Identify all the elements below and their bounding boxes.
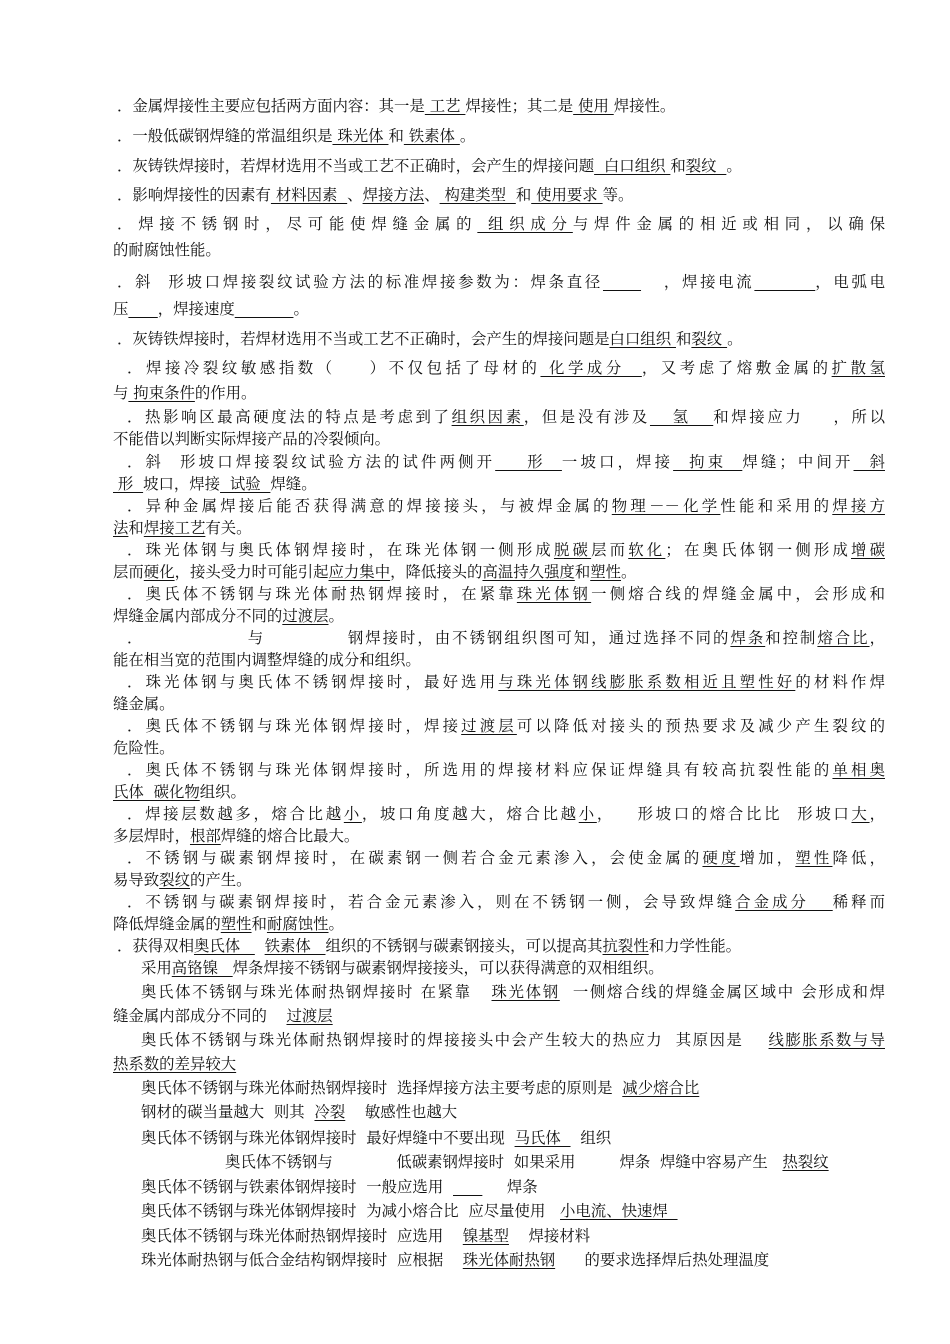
answer-blank: 物理－－化学: [611, 497, 721, 515]
question-text: 焊缝的熔合比最大。: [220, 827, 360, 845]
answer-blank: 铁素体: [264, 937, 326, 955]
answer-blank: 材料因素: [270, 186, 348, 204]
question-text: 奥氏体不锈钢与珠光体耐热钢焊接时 在紧靠: [141, 983, 492, 1001]
text-line: [113, 1054, 885, 1074]
question-text: 危险性。: [113, 739, 175, 757]
question-text: ，但是没有涉及: [523, 408, 650, 426]
question-text: 缝金属。: [113, 695, 175, 713]
question-text: ．奥氏体不锈钢与珠光体钢焊接时，所选用的焊接材料应保证焊缝具有较高抗裂性能的: [127, 761, 833, 779]
question-text: 。: [328, 915, 344, 933]
answer-blank: 白口组织: [609, 330, 676, 348]
question-text: 焊缝金属内部成分不同的: [113, 607, 283, 625]
question-text: 坡口，焊接: [143, 475, 221, 493]
question-text: 的作用。: [194, 384, 257, 402]
question-text: 压: [113, 300, 129, 318]
text-line: [141, 982, 885, 1002]
text-line: [113, 738, 885, 758]
question-text: 有关。: [205, 519, 252, 537]
answer-blank: 单相奥: [832, 761, 885, 779]
question-text: 一侧熔合线的焊缝金属中，会形成和: [591, 585, 885, 603]
question-text: 。: [621, 563, 637, 581]
answer-blank: 珠光体钢: [491, 983, 560, 1001]
text-line: [127, 584, 885, 604]
text-line: [141, 1226, 885, 1246]
question-text: 奥氏体不锈钢与 低碳素钢焊接时 如果采用 焊条 焊缝中容易产生: [225, 1153, 783, 1171]
text-line: [113, 914, 885, 934]
question-text: ．珠光体钢与奥氏体钢焊接时，在珠光体钢一侧形成: [127, 541, 554, 559]
answer-blank: 耐腐蚀性: [266, 915, 329, 933]
text-line: [117, 272, 885, 292]
question-text: ．斜 形坡口焊接裂纹试验方法的标准焊接参数为：焊条直径: [117, 273, 603, 291]
text-line: [141, 1177, 885, 1197]
question-text: 奥氏体不锈钢与珠光体耐热钢焊接时 应选用: [141, 1227, 463, 1245]
answer-blank: 熔合比: [817, 629, 870, 647]
question-text: ．灰铸铁焊接时，若焊材选用不当或工艺不正确时，会产生的焊接问题是: [117, 330, 610, 348]
question-text: ．一般低碳钢焊缝的常温组织是: [117, 127, 333, 145]
answer-blank: 高铬镍: [171, 959, 233, 977]
answer-blank: 马氏体: [514, 1129, 571, 1147]
text-line: [127, 540, 885, 560]
question-text: 一坡口，焊接: [561, 453, 674, 471]
text-line: [141, 1030, 885, 1050]
question-text: 的要求选择焊后热处理温度: [555, 1251, 770, 1269]
question-text: ，: [869, 805, 885, 823]
question-text: 奥氏体不锈钢与珠光体钢焊接时 最好焊缝中不要出现: [141, 1129, 515, 1147]
text-line: [127, 760, 885, 780]
answer-blank: 扩散氢: [831, 359, 885, 377]
answer-blank: 热系数的差异较大: [113, 1055, 237, 1073]
text-line: [127, 628, 885, 648]
text-line: [141, 1102, 885, 1122]
question-text: 。: [459, 127, 476, 145]
question-text: ，: [869, 629, 885, 647]
answer-blank: 硬化: [143, 563, 175, 581]
question-text: 不能借以判断实际焊接产品的冷裂倾向。: [113, 430, 391, 448]
question-text: 奥氏体不锈钢与铁素体钢焊接时 一般应选用: [141, 1178, 453, 1196]
question-text: 层而: [591, 541, 629, 559]
answer-blank: 根部: [189, 827, 221, 845]
question-text: 和: [574, 563, 591, 581]
answer-blank: 珠光体钢: [516, 585, 592, 603]
text-line: [113, 518, 885, 538]
question-text: 、: [347, 186, 363, 204]
text-line: [127, 672, 885, 692]
answer-blank: 硬度: [702, 849, 740, 867]
text-line: [127, 407, 885, 427]
question-text: 、: [424, 186, 440, 204]
answer-blank: [128, 300, 157, 318]
question-text: ．获得双相: [117, 937, 194, 955]
question-text: 焊条: [482, 1178, 538, 1196]
answer-blank: 形: [113, 475, 144, 493]
question-text: 和: [515, 186, 532, 204]
answer-blank: 脱碳: [553, 541, 592, 559]
text-line: [113, 1006, 885, 1026]
question-text: ，接头受力时可能引起: [174, 563, 329, 581]
question-text: 。: [293, 300, 309, 318]
answer-blank: 线膨胀系数与导: [768, 1031, 885, 1049]
answer-blank: 小: [343, 805, 362, 823]
question-text: 和控制: [765, 629, 818, 647]
question-text: 等。: [602, 186, 634, 204]
answer-blank: 奥氏体: [193, 937, 255, 955]
question-text: 缝金属内部成分不同的: [113, 1007, 287, 1025]
question-text: ．金属焊接性主要应包括两方面内容：其一是: [117, 97, 425, 115]
answer-blank: 合金成分: [735, 893, 833, 911]
question-text: 奥氏体不锈钢与珠光体钢焊接时 为减小熔合比 应尽量使用: [141, 1202, 561, 1220]
text-line: [113, 782, 885, 802]
question-text: 。: [328, 607, 344, 625]
answer-blank: 高温持久强度: [482, 563, 575, 581]
text-line: [141, 1128, 885, 1148]
question-text: 增加，: [739, 849, 796, 867]
question-text: 稀释而: [832, 893, 885, 911]
question-text: ．焊接层数越多，熔合比越: [127, 805, 344, 823]
text-line: [117, 214, 885, 234]
question-text: ．热影响区最高硬度法的特点是考虑到了: [127, 408, 452, 426]
answer-blank: 过渡层: [282, 607, 329, 625]
question-text: ， 形坡口的熔合比比 形坡口: [596, 805, 852, 823]
text-line: [141, 958, 885, 978]
question-text: ．奥氏体不锈钢与珠光体钢焊接时，焊接: [127, 717, 462, 735]
answer-blank: 使用要求: [531, 186, 603, 204]
question-text: ；在奥氏体钢一侧形成: [665, 541, 852, 559]
text-line: [113, 562, 885, 582]
question-text: ．异种金属焊接后能否获得满意的焊接接头，与被焊金属的: [127, 497, 612, 515]
question-text: 降低，: [832, 849, 885, 867]
question-text: 珠光体耐热钢与低合金结构钢焊接时 应根据: [141, 1251, 463, 1269]
answer-blank: 焊接工艺: [143, 519, 206, 537]
text-line: [113, 240, 885, 260]
question-text: 和: [388, 127, 404, 145]
question-text: ．不锈钢与碳素钢焊接时，在碳素钢一侧若合金元素渗入，会使金属的: [127, 849, 703, 867]
question-text: 组织的不锈钢与碳素钢接头，可以提高其: [325, 937, 603, 955]
question-text: 易导致: [113, 871, 160, 889]
question-text: 性能和采用的: [720, 497, 833, 515]
answer-blank: 抗裂性: [602, 937, 649, 955]
question-text: 可以降低对接头的预热要求及减少产生裂纹的: [516, 717, 885, 735]
question-text: 多层焊时，: [113, 827, 190, 845]
answer-blank: 镍基型: [462, 1227, 509, 1245]
question-text: ．焊接冷裂纹敏感指数（ ）不仅包括了母材的: [127, 359, 541, 377]
text-line: [117, 936, 885, 956]
answer-blank: 法: [113, 519, 129, 537]
answer-blank: [603, 273, 641, 291]
question-text: 奥氏体不锈钢与珠光体耐热钢焊接时 选择焊接方法主要考虑的原则是: [141, 1079, 623, 1097]
text-line: [117, 96, 885, 116]
question-text: 一侧熔合线的焊缝金属区域中 会形成和焊: [559, 983, 885, 1001]
answer-blank: 工艺: [424, 97, 466, 115]
text-line: [113, 429, 885, 449]
text-line: [113, 870, 885, 890]
text-line: [117, 329, 885, 349]
answer-blank: 减少熔合比: [622, 1079, 700, 1097]
answer-blank: 小: [578, 805, 597, 823]
question-text: 和: [128, 519, 144, 537]
text-line: [113, 474, 885, 494]
answer-blank: 白口组织: [594, 157, 671, 175]
text-line: [117, 185, 885, 205]
question-text: ，又考虑了熔敷金属的: [641, 359, 832, 377]
answer-blank: 塑性: [795, 849, 833, 867]
question-text: 奥氏体不锈钢与珠光体耐热钢焊接时的焊接接头中会产生较大的热应力 其原因是: [141, 1031, 769, 1049]
answer-blank: 铁素体: [403, 127, 460, 145]
question-text: 。: [727, 330, 743, 348]
answer-blank: 斜: [853, 453, 885, 471]
question-text: ．灰铸铁焊接时，若焊材选用不当或工艺不正确时，会产生的焊接问题: [117, 157, 595, 175]
answer-blank: 构建类型: [439, 186, 516, 204]
answer-blank: 拘束条件: [128, 384, 195, 402]
question-text: 焊接性。: [613, 97, 676, 115]
question-text: 和: [251, 915, 267, 933]
question-text: 的材料作焊: [795, 673, 885, 691]
question-text: 降低焊缝金属的: [113, 915, 221, 933]
question-text: 与: [113, 384, 129, 402]
answer-blank: 小电流、快速焊: [560, 1202, 678, 1220]
answer-blank: 珠光体耐热钢: [462, 1251, 556, 1269]
answer-blank: 形: [495, 453, 562, 471]
question-text: 和: [670, 157, 686, 175]
text-line: [141, 1078, 885, 1098]
text-line: [127, 496, 885, 516]
answer-blank: 热裂纹: [782, 1153, 829, 1171]
answer-blank: 裂纹: [691, 330, 728, 348]
question-text: ．奥氏体不锈钢与珠光体耐热钢焊接时，在紧靠: [127, 585, 517, 603]
question-text: ．珠光体钢与奥氏体不锈钢焊接时，最好选用: [127, 673, 499, 691]
text-line: [127, 848, 885, 868]
question-text: 钢材的碳当量越大 则其: [141, 1103, 315, 1121]
question-text: ． 与 钢焊接时，由不锈钢组织图可知，通过选择不同的: [127, 629, 731, 647]
answer-blank: 试验: [220, 475, 271, 493]
text-line: [141, 1250, 885, 1270]
answer-blank: 化学成分: [540, 359, 642, 377]
question-text: 与焊件金属的相近或相同，以确保: [572, 215, 885, 233]
question-text: 焊缝；中间开: [742, 453, 854, 471]
answer-blank: 组织因素: [451, 408, 524, 426]
text-line: [225, 1152, 885, 1172]
question-text: 焊接材料: [508, 1227, 591, 1245]
answer-blank: 拘束: [673, 453, 743, 471]
text-line: [127, 804, 885, 824]
answer-blank: 塑性: [590, 563, 622, 581]
question-text: 的产生。: [189, 871, 252, 889]
answer-blank: [754, 273, 815, 291]
question-text: [255, 937, 265, 955]
question-text: ，焊接速度: [157, 300, 235, 318]
question-text: ，坡口角度越大，熔合比越: [361, 805, 579, 823]
answer-blank: 大: [851, 805, 870, 823]
answer-blank: 裂纹: [685, 157, 727, 175]
question-text: 组织。: [199, 783, 246, 801]
text-line: [127, 452, 885, 472]
question-text: 组织: [570, 1129, 612, 1147]
text-line: [127, 892, 885, 912]
question-text: 和: [675, 330, 692, 348]
answer-blank: 增碳: [851, 541, 885, 559]
answer-blank: 软化: [628, 541, 666, 559]
question-text: ．斜 形坡口焊接裂纹试验方法的试件两侧开: [127, 453, 496, 471]
text-line: [127, 358, 885, 378]
question-text: 和力学性能。: [648, 937, 742, 955]
question-text: ．影响焊接性的因素有: [117, 186, 271, 204]
answer-blank: 使用: [573, 97, 614, 115]
question-text: 采用: [141, 959, 172, 977]
answer-blank: 与珠光体钢线膨胀系数相近且塑性好: [498, 673, 796, 691]
answer-blank: 珠光体: [332, 127, 389, 145]
answer-blank: 焊接方法: [362, 186, 425, 204]
answer-blank: 裂纹: [159, 871, 190, 889]
text-line: [141, 1201, 885, 1221]
answer-blank: 氢: [649, 408, 714, 426]
text-line: [117, 156, 885, 176]
question-text: ，焊接电流: [641, 273, 755, 291]
question-text: 敏感性也越大: [345, 1103, 458, 1121]
question-text: 能在相当宽的范围内调整焊缝的成分和组织。: [113, 651, 421, 669]
question-text: ．不锈钢与碳素钢焊接时，若合金元素渗入，则在不锈钢一侧，会导致焊缝: [127, 893, 736, 911]
text-line: [127, 716, 885, 736]
question-text: 层而: [113, 563, 144, 581]
answer-blank: 焊条: [730, 629, 766, 647]
question-text: 。: [726, 157, 742, 175]
question-text: 焊接性；其二是: [465, 97, 574, 115]
text-line: [113, 650, 885, 670]
text-line: [113, 606, 885, 626]
question-text: ，降低接头的: [390, 563, 483, 581]
answer-blank: 塑性: [220, 915, 252, 933]
text-line: [113, 299, 885, 319]
question-text: 的耐腐蚀性能。: [113, 241, 221, 259]
answer-blank: 冷裂: [314, 1103, 346, 1121]
text-line: [113, 694, 885, 714]
answer-blank: 氏体 碳化物: [113, 783, 200, 801]
answer-blank: 过渡层: [286, 1007, 333, 1025]
answer-blank: [453, 1178, 482, 1196]
question-text: 和焊接应力 ，所以: [713, 408, 885, 426]
answer-blank: [235, 300, 294, 318]
text-line: [113, 383, 885, 403]
answer-blank: 过渡层: [461, 717, 517, 735]
question-text: 焊缝。: [270, 475, 317, 493]
question-text: 焊条焊接不锈钢与碳素钢焊接接头，可以获得满意的双相组织。: [232, 959, 664, 977]
text-line: [113, 826, 885, 846]
answer-blank: 焊接方: [832, 497, 885, 515]
text-line: [117, 126, 885, 146]
answer-blank: 应力集中: [328, 563, 391, 581]
answer-blank: 组织成分: [477, 215, 573, 233]
question-text: ，电弧电: [815, 273, 885, 291]
question-text: ．焊接不锈钢时，尽可能使焊缝金属的: [117, 215, 478, 233]
